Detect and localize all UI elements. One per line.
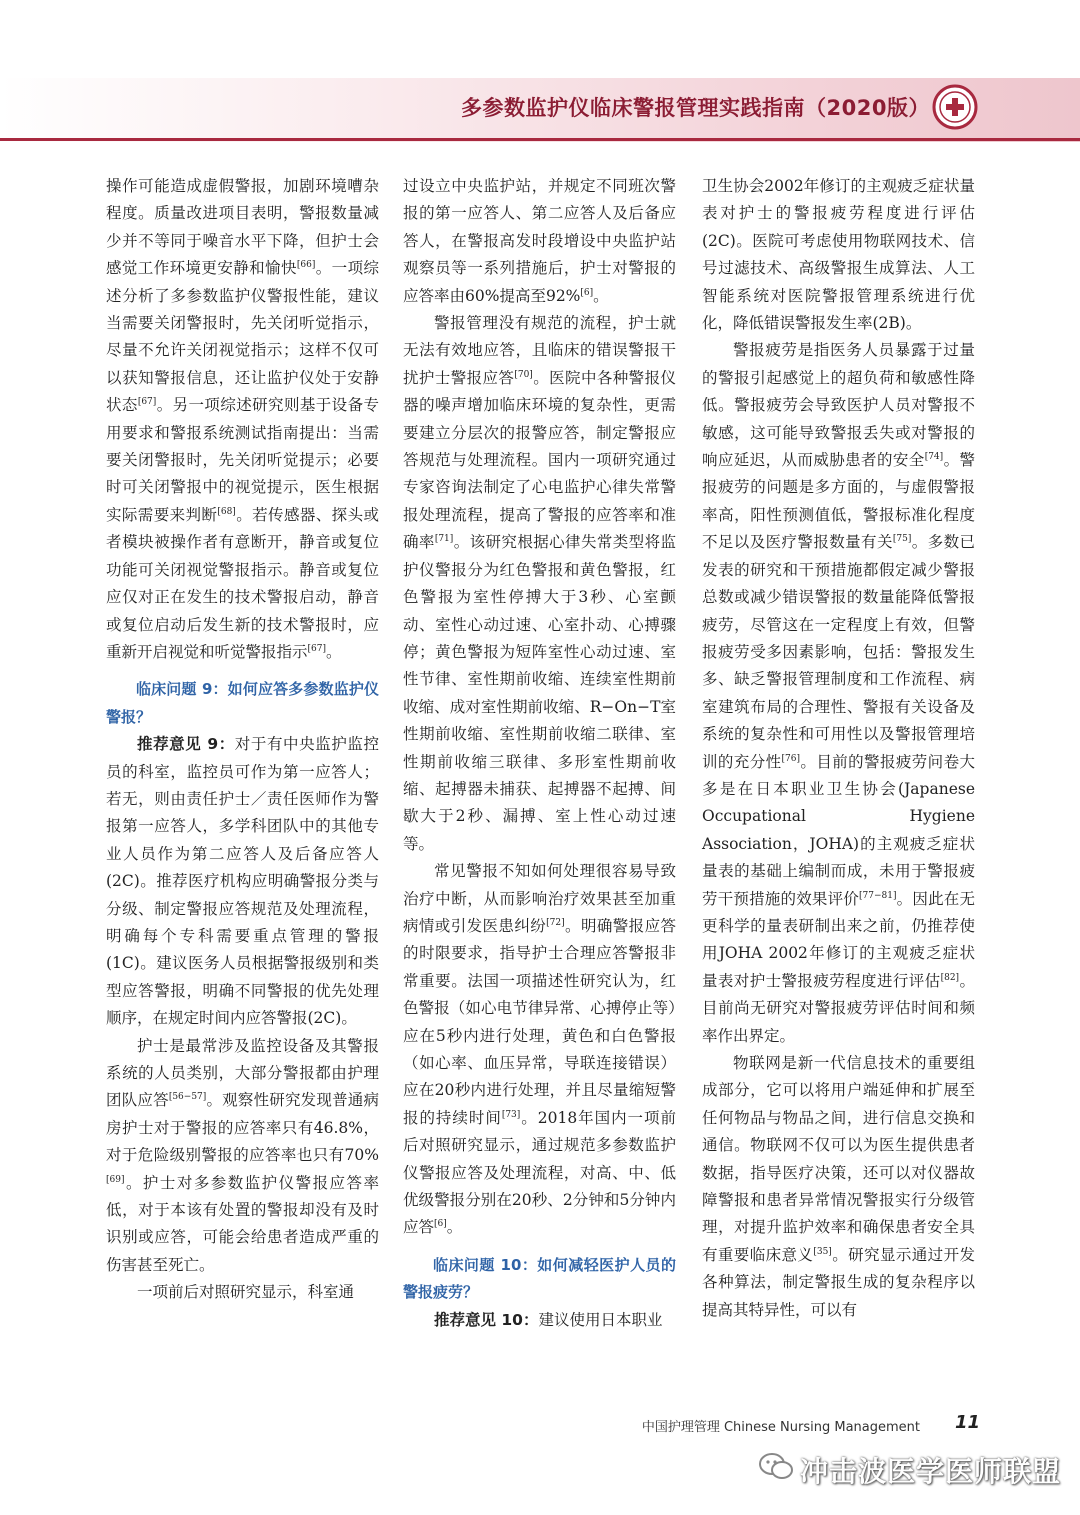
paragraph: 操作可能造成虚假警报，加剧环境嘈杂程度。质量改进项目表明，警报数量减少并不等同于噪音水平下降，但护士会感觉工作环境更安静和愉快[66]。一项综述分析了多参数监护仪警报性能，建议当需要关闭警报时，先关闭听觉指示，尽量不允许关闭视觉指示；这样不仅可以获知警报信息，还让监护仪处于安静状态[67]。另一项综述研究则基于设备专用要求和警报系统测试指南提出：当需要关闭警报时，先关闭听觉提示；必要时可关闭警报中的视觉提示，医生根据实际需要来判断[68]。若传感器、探头或者模块被操作者有意断开，静音或复位功能可关闭视觉警报指示。静音或复位应仅对正在发生的技术警报启动，静音或复位启动后发生新的技术警报时，应重新开启视觉和听觉警报指示[67]。 xyxy=(106,177,379,661)
citation: [6] xyxy=(580,287,594,298)
paragraph: 卫生协会2002年修订的主观疲乏症状量表对护士的警报疲劳程度进行评估(2C)。医院可考虑使用物联网技术、信号过滤技术、高级警报生成算法、人工智能系统对医院警报管理系统进行优化，降低错误警报发生率(2B)。 xyxy=(702,177,975,333)
paragraph: 警报管理没有规范的流程，护士就无法有效地应答，且临床的错误警报干扰护士警报应答[70]。医院中各种警报仪器的噪声增加临床环境的复杂性，更需要建立分层次的报警应答，制定警报应答规范与处理流程。国内一项研究通过专家咨询法制定了心电监护心律失常警报处理流程，提高了警报的应答率和准确率[71]。该研究根据心律失常类型将监护仪警报分为红色警报和黄色警报，红色警报为室性停搏大于3秒、心室颤动、室性心动过速、心室扑动、心搏骤停；黄色警报为短阵室性心动过速、室性节律、室性期前收缩、连续室性期前收缩、成对室性期前收缩、R−On−T室性期前收缩、室性期前收缩二联律、室性期前收缩三联律、多形室性期前收缩、起搏器未捕获、起搏器不起搏、间歇大于2秒、漏搏、室上性心动过速等。 xyxy=(403,314,676,853)
section-heading-q9: 临床问题 9：如何应答多参数监护仪警报？ xyxy=(106,680,379,726)
citation: [68] xyxy=(217,506,236,517)
citation: [74] xyxy=(924,451,944,462)
paragraph: 一项前后对照研究显示，科室通 xyxy=(137,1283,355,1302)
recommendation-10: 推荐意见 10：建议使用日本职业 xyxy=(434,1310,663,1329)
paragraph: 护士是最常涉及监控设备及其警报系统的人员类别，大部分警报都由护理团队应答[56−57]。观察性研究发现普通病房护士对于警报的应答率只有46.8%，对于危险级别警报的应答率也只有70%[69]。护士对多参数监护仪警报应答率低，对于本该有处置的警报却没有及时识别或应答，可能会给患者造成严重的伤害甚至死亡。 xyxy=(106,1036,379,1274)
page-title: 多参数监护仪临床警报管理实践指南（2020版） xyxy=(461,96,930,120)
column-1 xyxy=(106,173,379,1307)
watermark-text: 冲击波医学医师联盟 xyxy=(800,1455,1062,1488)
citation: [77−81] xyxy=(859,890,897,901)
section-heading-q10: 临床问题 10：如何减轻医护人员的警报疲劳？ xyxy=(403,1255,676,1302)
citation: [35] xyxy=(813,1246,832,1257)
page-footer xyxy=(560,1412,980,1440)
paragraph: 常见警报不知如何处理很容易导致治疗中断，从而影响治疗效果甚至加重病情或引发医患纠纷[72]。明确警报应答的时限要求，指导护士合理应答警报非常重要。法国一项描述性研究认为，红色警报（如心电节律异常、心搏停止等）应在5秒内进行处理，黄色和白色警报（如心率、血压异常，导联连接错误）应在20秒内进行处理，并且尽量缩短警报的持续时间[73]。2018年国内一项前后对照研究显示，通过规范多参数监护仪警报应答及处理流程，对高、中、低优级警报分别在20秒、2分钟和5分钟内应答[6]。 xyxy=(403,862,676,1237)
column-2 xyxy=(403,173,676,1334)
citation: [67] xyxy=(137,397,157,408)
citation: [71] xyxy=(434,534,454,545)
citation: [82] xyxy=(940,972,960,983)
citation: [66] xyxy=(296,260,316,271)
paragraph: 物联网是新一代信息技术的重要组成部分，它可以将用户端延伸和扩展至任何物品与物品之间，进行信息交换和通信。物联网不仅可以为医生提供患者数据，指导医疗决策，还可以对仪器故障警报和患者异常情况警报实行分级管理，对提升监护效率和确保患者安全具有重要临床意义[35]。研究显示通过开发各种算法，制定警报生成的复杂程序以提高其特异性，可以有 xyxy=(702,1054,975,1319)
wechat-icon xyxy=(758,1452,794,1482)
recommendation-9: 推荐意见 9：对于有中央监护监控员的科室，监控员可作为第一应答人；若无，则由责任护士／责任医师作为警报第一应答人，多学科团队中的其他专业人员作为第二应答人及后备应答人(2C)。推荐医疗机构应明确警报分类与分级、制定警报应答规范及处理流程，明确每个专科需要重点管理的警报(1C)。建议医务人员根据警报级别和类型应答警报，明确不同警报的优先处理顺序，在规定时间内应答警报(2C)。 xyxy=(106,735,379,1028)
recommendation-label: 推荐意见 9： xyxy=(137,735,235,754)
citation: [67] xyxy=(307,643,326,654)
page-number: 11 xyxy=(954,1412,980,1433)
header-rule xyxy=(0,138,1080,141)
citation: [75] xyxy=(892,534,912,545)
citation: [70] xyxy=(514,369,533,380)
column-3 xyxy=(702,173,975,1324)
citation: [56−57] xyxy=(168,1092,207,1103)
journal-name: 中国护理管理 Chinese Nursing Management xyxy=(641,1420,920,1435)
recommendation-label: 推荐意见 10： xyxy=(434,1310,539,1329)
citation: [76] xyxy=(781,753,801,764)
citation: [73] xyxy=(501,1109,521,1120)
citation: [72] xyxy=(546,917,565,928)
page-header xyxy=(0,78,1080,142)
citation: [69] xyxy=(106,1174,125,1185)
citation: [6] xyxy=(434,1219,447,1230)
paragraph: 警报疲劳是指医务人员暴露于过量的警报引起感觉上的超负荷和敏感性降低。警报疲劳会导致医护人员对警报不敏感，这可能导致警报丢失或对警报的响应延迟，从而威胁患者的安全[74]。警报疲劳的问题是多方面的，与虚假警报率高，阳性预测值低，警报标准化程度不足以及医疗警报数量有关[75]。多数已发表的研究和干预措施都假定减少警报总数或减少错误警报的数量能降低警报疲劳，尽管这在一定程度上有效，但警报疲劳受多因素影响，包括：警报发生多、缺乏警报管理制度和工作流程、病室建筑布局的合理性、警报有关设备及系统的复杂性和可用性以及警报管理培训的充分性[76]。目前的警报疲劳问卷大多是在日本职业卫生协会(Japanese Occupational Hygiene Association，JOHA)的主观疲乏症状量表的基础上编制而成，未用于警报疲劳干预措施的效果评价[77−81]。因此在无更科学的量表研制出来之前，仍推荐使用JOHA 2002年修订的主观疲乏症状量表对护士警报疲劳程度进行评估[82]。目前尚无研究对警报疲劳评估时间和频率作出界定。 xyxy=(702,341,975,1045)
paragraph: 过设立中央监护站，并规定不同班次警报的第一应答人、第二应答人及后备应答人，在警报高发时段增设中央监护站观察员等一系列措施后，护士对警报的应答率由60%提高至92%[6]。 xyxy=(403,177,676,305)
journal-seal-icon xyxy=(932,84,978,130)
